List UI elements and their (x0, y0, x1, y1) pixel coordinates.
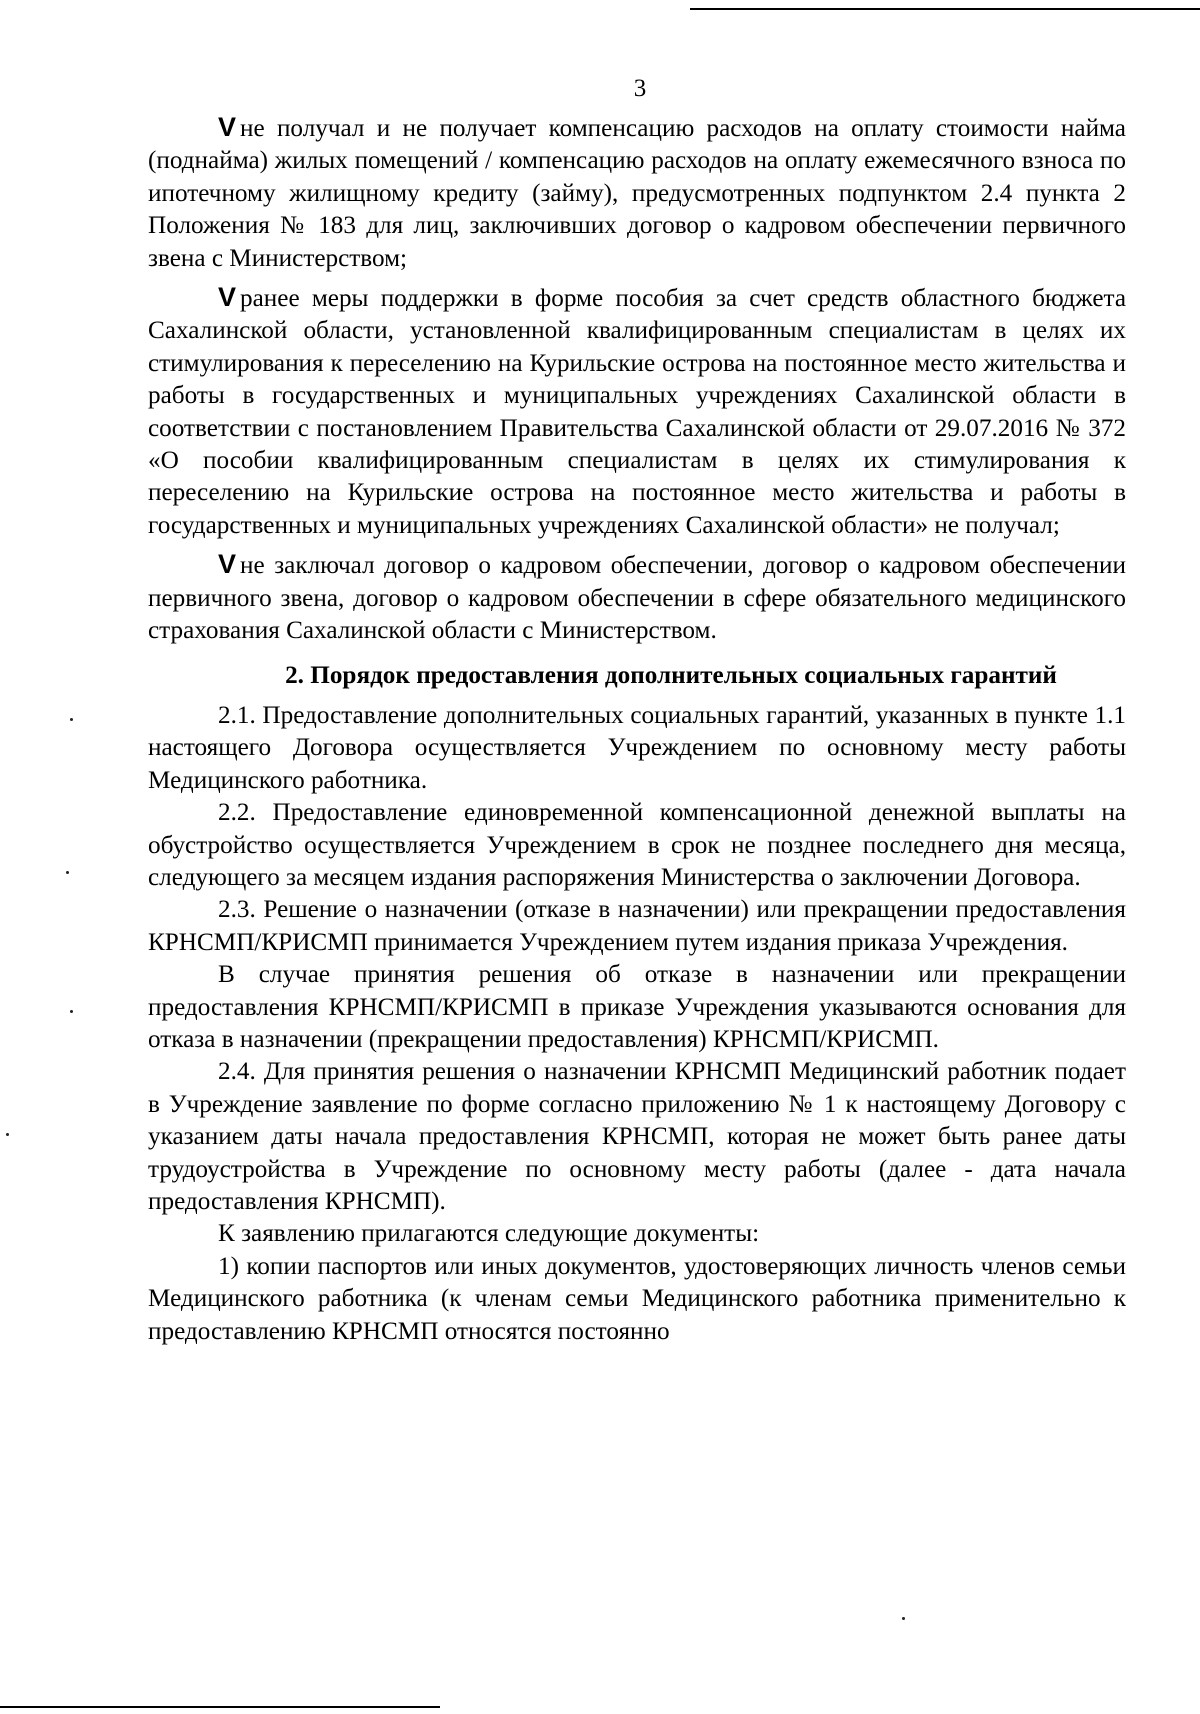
scan-edge-line-bottom (0, 1706, 440, 1708)
clause-2-3: 2.3. Решение о назначении (отказе в назначении) или прекращении предоставления КРНСМП/КРИСМП принимается Учреждением путем издания приказа Учреждения. (148, 896, 1126, 956)
page-number: 3 (633, 75, 647, 102)
clause-2-4: 2.4. Для принятия решения о назначении КРНСМП Медицинский работник подает в Учреждение заявление по форме согласно приложению № 1 к настоящему Договору с указанием даты начала предоставления КРНСМП, которая не может быть ранее даты трудоустройства в Учреждение по основному месту работы (далее - дата начала предоставления КРНСМП). (148, 1058, 1126, 1215)
condition-item-text: ранее меры поддержки в форме пособия за счет средств областного бюджета Сахалинской области, установленной квалифицированным специалистам в целях их стимулирования к переселению на Курильские острова на постоянное место жительства и работы в государственных и муниципальных учреждениях Сахалинской области в соответствии с постановлением Правительства Сахалинской области от 29.07.2016 № 372 «О пособии квалифицированным специалистам в целях их стимулирования к переселению на Курильские острова на постоянное место жительства и работы в государственных и муниципальных учреждениях Сахалинской области» не получал; (148, 285, 1126, 539)
scan-edge-line-top (690, 8, 1200, 10)
checkmark-icon: V (218, 112, 237, 142)
condition-item-2 (148, 281, 1126, 542)
attachments-intro: К заявлению прилагаются следующие документы: (218, 1220, 760, 1248)
document-body (148, 111, 1126, 1348)
condition-item-1 (148, 111, 1126, 275)
checkmark-icon: V (218, 549, 237, 580)
condition-item-text: не заключал договор о кадровом обеспечении, договор о кадровом обеспечении первичного звена, договор о кадровом обеспечении в сфере обязательного медицинского страхования Сахалинской области с Министерством. (148, 552, 1126, 645)
attachment-item-1: 1) копии паспортов или иных документов, удостоверяющих личность членов семьи Медицинского работника (к членам семьи Медицинского работника применительно к предоставлению КРНСМП относятся постоянно (148, 1252, 1126, 1345)
clause-2-3-refusal: В случае принятия решения об отказе в назначении или прекращении предоставления КРНСМП/КРИСМП в приказе Учреждения указываются основания для отказа в назначении (прекращении предоставления) КРНСМП/КРИСМП. (148, 961, 1126, 1053)
clause-2-1: 2.1. Предоставление дополнительных социальных гарантий, указанных в пункте 1.1 настоящего Договора осуществляется Учреждением по основному месту работы Медицинского работника. (148, 701, 1126, 794)
section-heading: 2. Порядок предоставления дополнительных социальных гарантий (285, 661, 1057, 689)
condition-item-3 (148, 548, 1126, 647)
clause-2-2: 2.2. Предоставление единовременной компенсационной денежной выплаты на обустройство осуществляется Учреждением в срок не позднее последнего дня месяца, следующего за месяцем издания распоряжения Министерства о заключении Договора. (148, 799, 1126, 891)
checkmark-icon: V (218, 282, 237, 313)
condition-item-text: не получал и не получает компенсацию расходов на оплату стоимости найма (поднайма) жилых помещений / компенсацию расходов на оплату ежемесячного взноса по ипотечному жилищному кредиту (займу), предусмотренных подпунктом 2.4 пункта 2 Положения № 183 для лиц, заключивших договор о кадровом обеспечении первичного звена с Министерством; (148, 115, 1126, 272)
